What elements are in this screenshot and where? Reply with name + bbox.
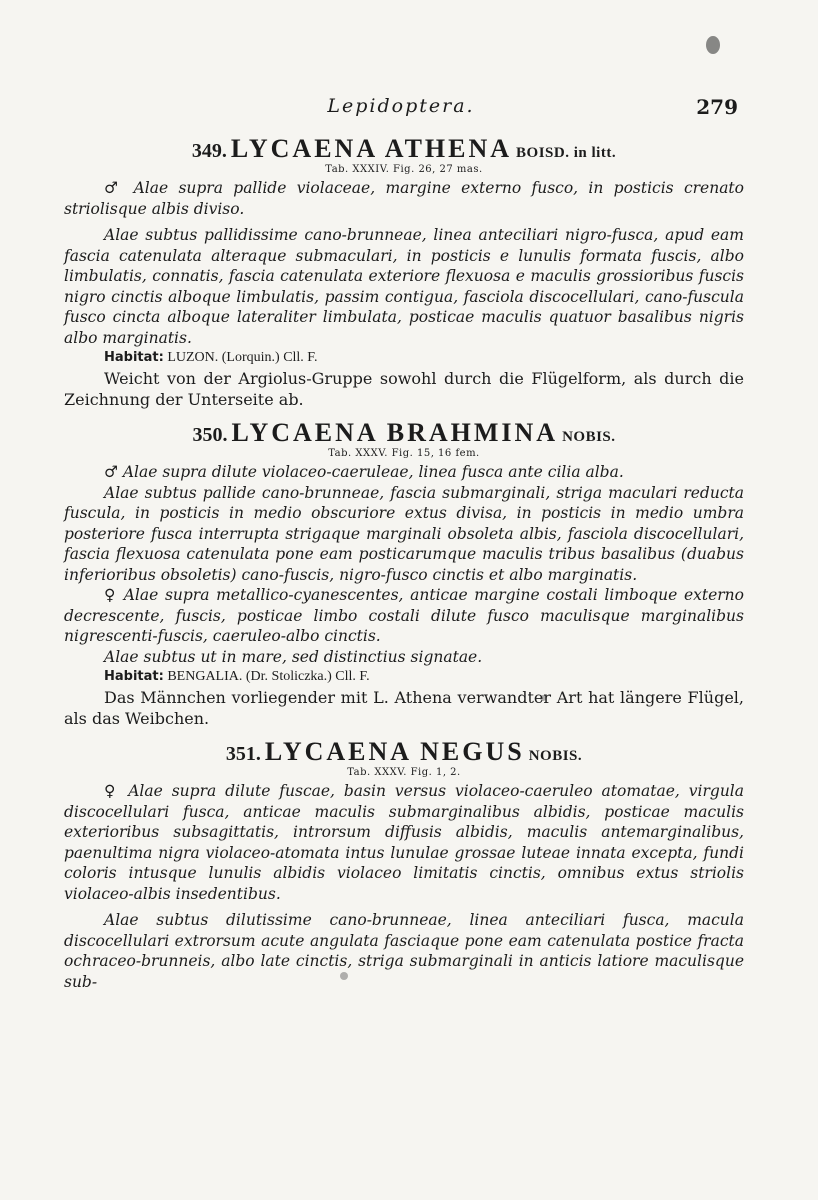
species-author: NOBIS. [528, 748, 583, 764]
species-heading [64, 418, 744, 448]
latin-description: Alae subtus ut in mare, sed distinctius signatae. [104, 647, 483, 666]
habitat-label: Habitat: [104, 350, 164, 365]
latin-description: ♂ Alae supra pallide violaceae, margine externo fusco, in posticis crenato striolisque albis diviso. [64, 179, 744, 218]
page-number: 279 [696, 95, 738, 119]
habitat-label: Habitat: [104, 669, 164, 684]
habitat-value: BENGALIA. (Dr. Stoliczka.) Cll. F. [167, 669, 370, 684]
latin-description: ♂ Alae supra dilute violaceo-caeruleae, linea fusca ante cilia alba. [104, 463, 624, 481]
latin-description: Alae subtus pallidissime cano-brunneae, linea anteciliari nigro-fusca, apud eam fascia catenulata alteraque submaculari, in posticis e lunulis formata fuscis, albo limbulatis, connatis, fascia catenulata exteriore flexuosa e maculis grossioribus fuscis nigro cinctis alboque limbulatis, passim contigua, fasciola discocellulari, cano-fuscula fusco cincta alboque lateraliter limbulata, posticae maculis quatuor basalibus nigris albo marginatis. [64, 226, 744, 347]
running-header [64, 95, 738, 125]
species-name: LYCAENA BRAHMINA [231, 418, 559, 447]
habitat-value: LUZON. (Lorquin.) Cll. F. [167, 350, 318, 365]
species-heading [64, 737, 744, 767]
plate-reference: Tab. XXXV. Fig. 15, 16 fem. [328, 448, 480, 459]
latin-description: ♀ Alae supra metallico-cyanescentes, anticae margine costali limboque externo decrescente, fuscis, posticae limbo costali dilute fusco maculisque marginalibus nigrescenti-fuscis, caeruleo-albo cinctis. [64, 586, 744, 645]
species-heading [64, 134, 744, 164]
habitat-line [104, 350, 744, 366]
species-number: 349. [191, 140, 227, 162]
plate-reference: Tab. XXXV. Fig. 1, 2. [347, 767, 461, 778]
page-body [64, 132, 744, 992]
species-author: NOBIS. [562, 429, 616, 445]
species-number: 351. [225, 743, 261, 765]
species-number: 350. [192, 424, 228, 446]
latin-description: Alae subtus pallide cano-brunneae, fascia submarginali, striga maculari reducta fuscula, in posticis in medio obscuriore extus divisa, in posticis in medio umbra posteriore fusca interrupta strigaque marginali obsoleta albis, fasciola discocellulari, fascia flexuosa catenulata pone eam posticarumque maculis tribus basalibus (duabus inferioribus obsoletis) cano-fuscis, nigro-fusco cinctis et albo marginatis. [64, 483, 744, 584]
species-name: LYCAENA ATHENA [230, 134, 513, 163]
ink-blot [706, 36, 720, 54]
latin-description: ♀ Alae supra dilute fuscae, basin versus violaceo-caeruleo atomatae, virgula discocellulari fusca, anticae maculis submarginalibus albidis, posticae maculis exterioribus subsagittatis, introrsum diffusis albidis, maculis antemarginalibus, paenultima nigra violaceo-atomata intus lunulae grossae luteae innata excepta, fundi coloris intusque lunulis albidis violaceo limitatis cinctis, omnibus extus striolis violaceo-albis insedentibus. [64, 782, 744, 903]
species-name: LYCAENA NEGUS [264, 737, 525, 766]
species-author: BOISD. in litt. [516, 145, 617, 161]
german-note: Das Männchen vorliegender mit L. Athena verwandter Art hat längere Flügel, als das Weibchen. [64, 688, 744, 728]
habitat-line [104, 669, 744, 685]
german-note: Weicht von der Argiolus-Gruppe sowohl durch die Flügelform, als durch die Zeichnung der Unterseite ab. [64, 369, 744, 409]
plate-reference: Tab. XXXIV. Fig. 26, 27 mas. [325, 164, 483, 175]
running-title: Lepidoptera. [327, 95, 475, 117]
latin-description: Alae subtus dilutissime cano-brunneae, linea anteciliari fusca, macula discocellulari extrorsum acute angulata fasciaque pone eam catenulata postice fracta ochraceo-brunneis, albo late cinctis, striga submarginali in anticis latiore maculisque sub- [64, 911, 744, 991]
